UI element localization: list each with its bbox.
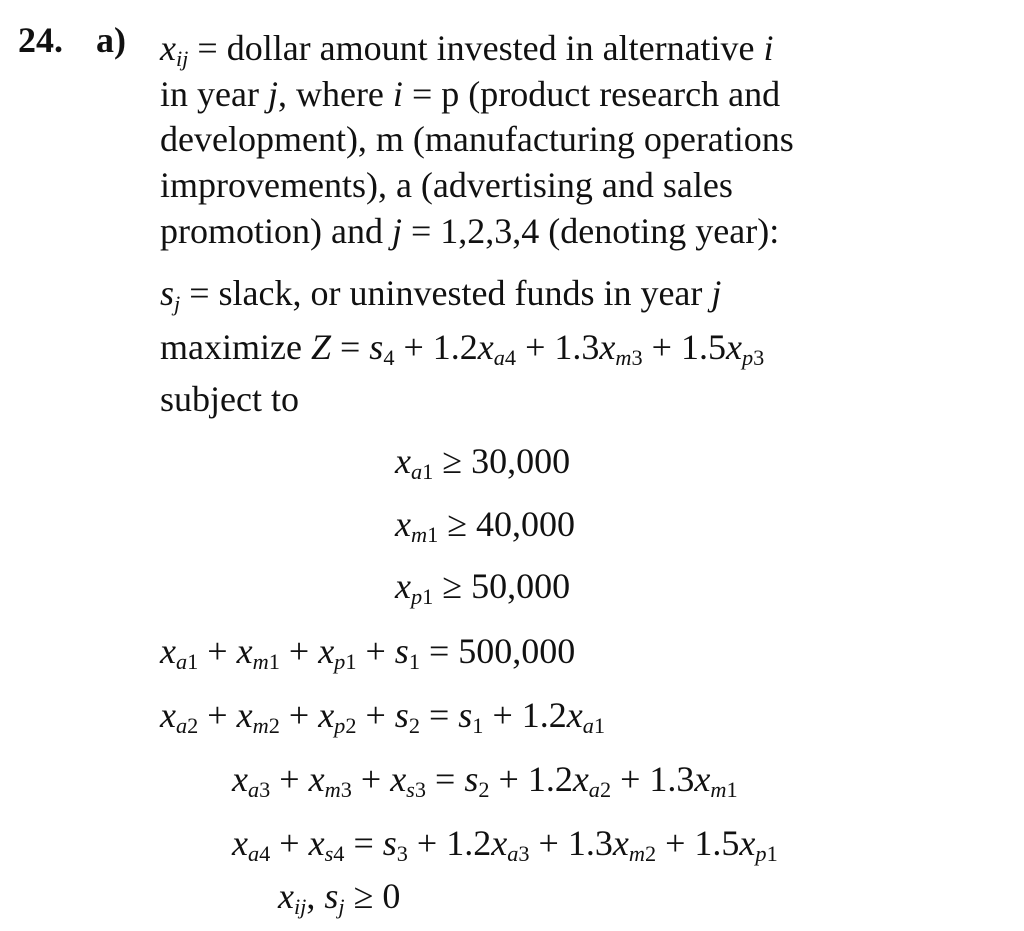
definition-line-4: improvements), a (advertising and sales xyxy=(160,165,733,205)
constraint-year-2: $x_{a2} + x_{m2} + x_{p2} + s_2 = s_1 + 1.2x_{a1}$ xyxy=(160,695,606,739)
definition-line-1: $x_{ij}$ = dollar amount invested in alternative i xyxy=(160,28,774,72)
definition-line-2: in year j, where i = p (product research and xyxy=(160,74,781,114)
definition-line-5: promotion) and j = 1,2,3,4 (denoting year): xyxy=(160,211,780,251)
definition-line-3: development), m (manufacturing operations xyxy=(160,119,794,159)
subject-to-label: subject to xyxy=(160,379,299,419)
objective-function: maximize $Z = s_4 + 1.2x_{a4} + 1.3x_{m3} + 1.5x_{p3}$ xyxy=(160,327,765,371)
constraint-year-1: $x_{a1} + x_{m1} + x_{p1} + s_1 = 500,000$ xyxy=(160,631,576,675)
constraint-year-3: $x_{a3} + x_{m3} + x_{s3} = s_2 + 1.2x_{a2} + 1.3x_{m1}$ xyxy=(232,759,738,803)
constraint-xm1: $x_{m1} \ge 40,000$ xyxy=(395,504,576,548)
problem-number: 24. xyxy=(18,20,63,60)
slack-definition: $s_j$ = slack, or uninvested funds in year j xyxy=(160,273,722,317)
constraint-year-4: $x_{a4} + x_{s4} = s_3 + 1.2x_{a3} + 1.3x_{m2} + 1.5x_{p1}$ xyxy=(232,823,778,867)
constraint-xa1: $x_{a1} \ge 30,000$ xyxy=(395,441,571,485)
nonnegativity-constraint: $x_{ij}$, $s_j \ge 0$ xyxy=(278,876,401,920)
constraint-xp1: $x_{p1} \ge 50,000$ xyxy=(395,566,571,610)
part-label: a) xyxy=(96,20,126,60)
